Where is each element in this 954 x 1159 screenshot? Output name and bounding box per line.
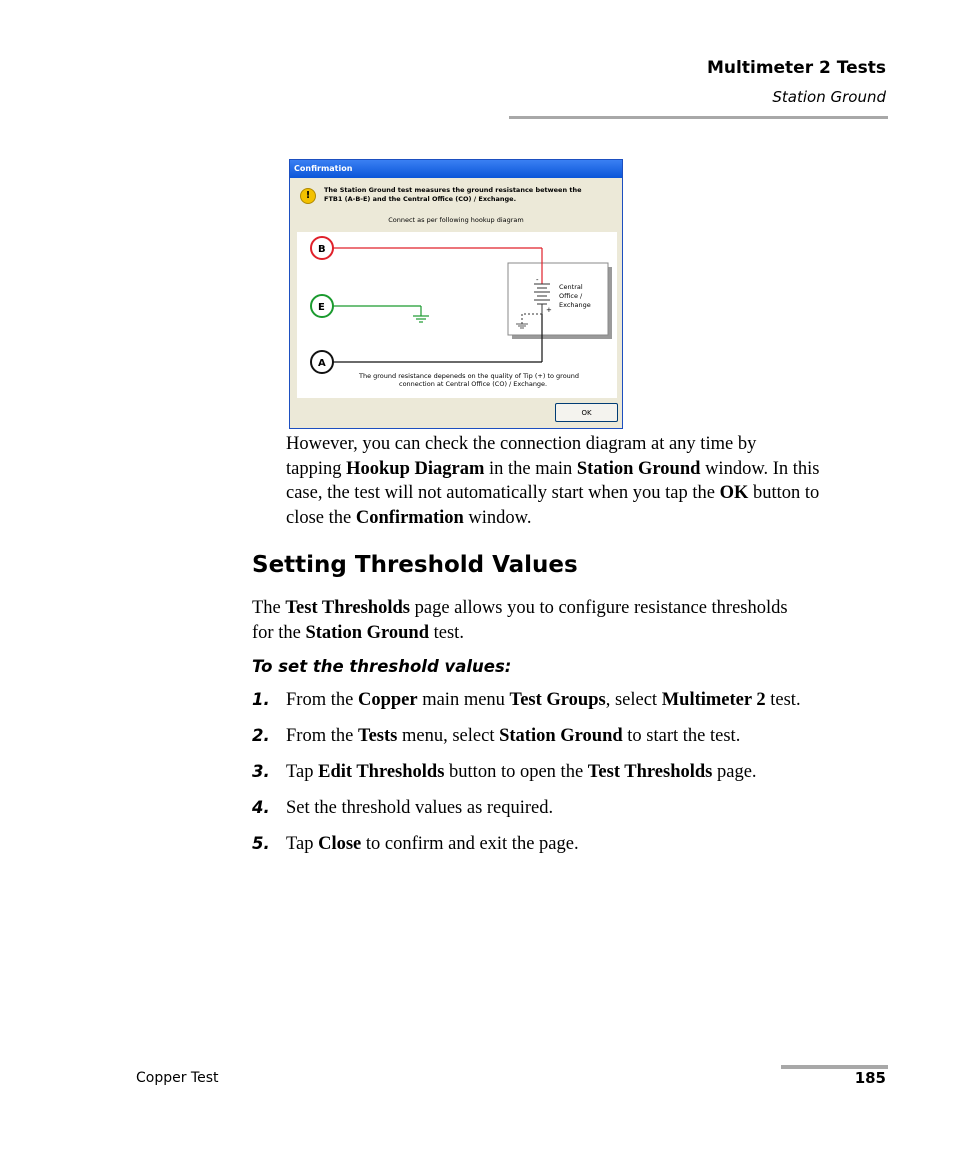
- bold-term: Confirmation: [355, 507, 464, 528]
- terminal-b-label: B: [318, 244, 326, 255]
- text: menu, select: [397, 726, 500, 746]
- step-number: 1.: [252, 690, 270, 709]
- dialog-connect-text: Connect as per following hookup diagram: [388, 216, 524, 224]
- text: window.: [463, 507, 532, 528]
- bold-term: Test Groups: [509, 690, 606, 710]
- text: From the: [286, 726, 358, 746]
- bold-term: Station Ground: [305, 622, 429, 643]
- bold-term: Close: [318, 834, 362, 854]
- polarity-plus: +: [546, 306, 552, 314]
- text: close the: [286, 507, 356, 528]
- bold-term: Copper: [357, 690, 418, 710]
- terminal-a-label: A: [318, 358, 326, 369]
- description-paragraph: [252, 596, 788, 645]
- hookup-diagram: [297, 232, 617, 398]
- bold-term: OK: [719, 483, 749, 503]
- text: tapping: [286, 458, 347, 479]
- step-number: 2.: [252, 726, 270, 745]
- page-header-subtitle: Station Ground: [772, 88, 886, 106]
- bold-term: Hookup Diagram: [346, 458, 485, 479]
- text: page.: [712, 762, 757, 782]
- text: The: [252, 598, 286, 618]
- text: However, you can check the connection diagram at any time by: [286, 434, 757, 454]
- text: button to open the: [444, 762, 588, 782]
- text: Tap: [286, 834, 319, 854]
- page-number: 185: [854, 1069, 886, 1087]
- text: Set the threshold values as required.: [286, 798, 554, 818]
- terminal-e-label: E: [318, 302, 325, 313]
- text: button to: [748, 483, 820, 503]
- text: for the: [252, 622, 306, 643]
- dialog-message: The Station Ground test measures the ground resistance between the FTB1 (A-B-E) and the Central Office (CO) / Exchange.: [324, 186, 582, 203]
- warning-icon: !: [300, 188, 316, 204]
- bold-term: Tests: [357, 726, 398, 746]
- co-label-2: Office /: [559, 292, 583, 300]
- text: test.: [765, 690, 801, 710]
- diagram-note-1: The ground resistance depeneds on the quality of Tip (+) to ground: [359, 372, 580, 380]
- text: to confirm and exit the page.: [361, 834, 579, 854]
- step-number: 3.: [252, 762, 270, 781]
- procedure-title: To set the threshold values:: [252, 657, 512, 676]
- text: Tap: [286, 762, 319, 782]
- ok-button[interactable]: OK: [555, 403, 618, 422]
- step-number: 4.: [252, 798, 270, 817]
- co-label-3: Exchange: [559, 301, 591, 309]
- diagram-note-2: connection at Central Office (CO) / Exchange.: [399, 380, 548, 388]
- co-label-1: Central: [559, 283, 583, 291]
- intro-paragraph: [286, 432, 820, 530]
- text: in the main: [484, 458, 577, 479]
- text: page allows you to configure resistance thresholds: [409, 598, 788, 618]
- bold-term: Edit Thresholds: [318, 762, 445, 782]
- confirmation-dialog: [289, 159, 623, 429]
- bold-term: Multimeter 2: [661, 690, 766, 710]
- text: test.: [429, 622, 464, 643]
- text: , select: [605, 690, 662, 710]
- bold-term: Test Thresholds: [587, 762, 713, 782]
- section-title: Setting Threshold Values: [252, 552, 578, 578]
- bold-term: Station Ground: [499, 726, 623, 746]
- bold-term: Test Thresholds: [285, 598, 410, 618]
- step-number: 5.: [252, 834, 270, 853]
- footer-left: Copper Test: [136, 1070, 219, 1086]
- text: window. In this: [700, 458, 820, 479]
- text: main menu: [417, 690, 510, 710]
- text: to start the test.: [622, 726, 741, 746]
- polarity-minus: -: [536, 276, 539, 284]
- text: From the: [286, 690, 358, 710]
- page-header-title: Multimeter 2 Tests: [707, 58, 886, 78]
- text: case, the test will not automatically start when you tap the: [286, 483, 720, 503]
- bold-term: Station Ground: [576, 458, 701, 479]
- dialog-title: Confirmation: [290, 160, 622, 178]
- header-rule: [509, 116, 888, 119]
